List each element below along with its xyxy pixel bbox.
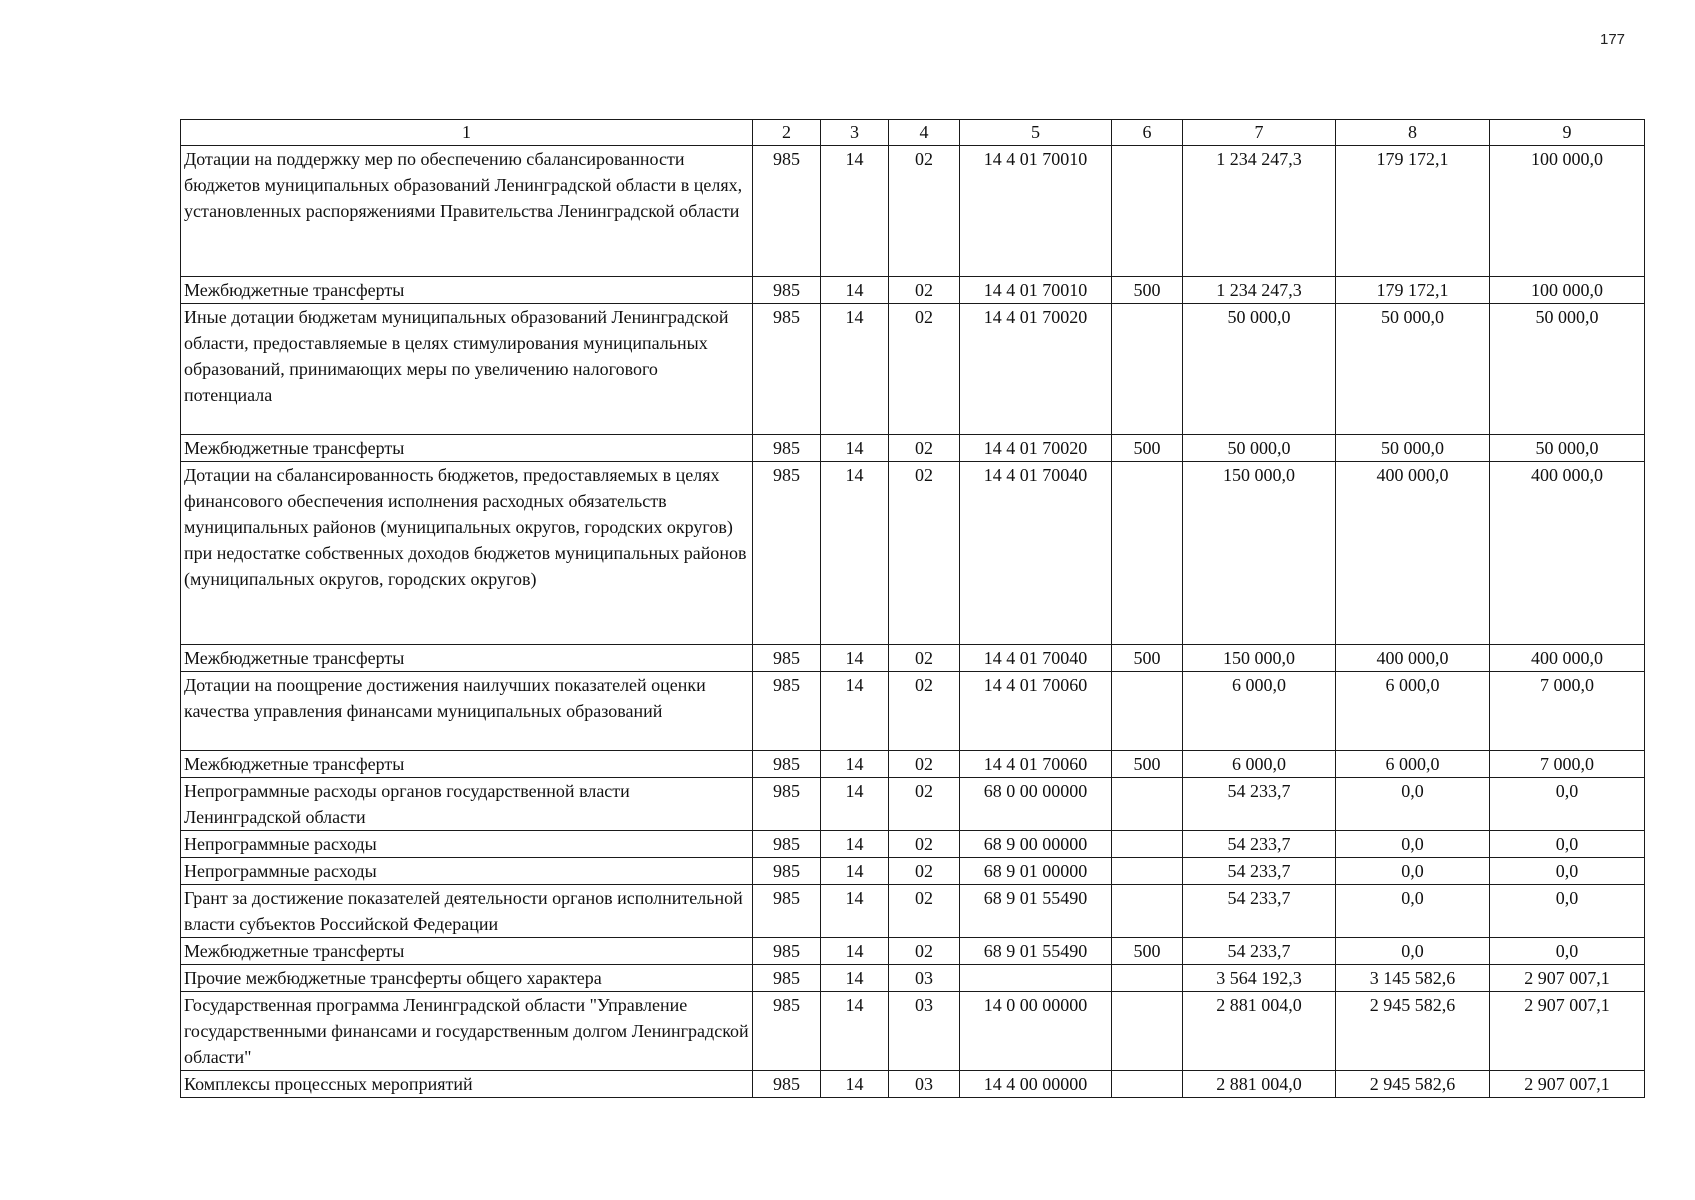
expense-type-cell: [1112, 858, 1183, 885]
section-cell: 14: [821, 885, 889, 938]
amount-year2-cell: 0,0: [1336, 858, 1490, 885]
amount-year1-cell: 150 000,0: [1183, 645, 1336, 672]
table-row: [181, 672, 1645, 751]
row-name-cell: Комплексы процессных мероприятий: [181, 1071, 753, 1098]
expense-type-cell: [1112, 885, 1183, 938]
subsection-cell: 03: [889, 1071, 960, 1098]
admin-code-cell: 985: [753, 751, 821, 778]
target-article-cell: 68 9 01 55490: [960, 938, 1112, 965]
amount-year1-cell: 6 000,0: [1183, 751, 1336, 778]
section-cell: 14: [821, 858, 889, 885]
section-cell: 14: [821, 778, 889, 831]
target-article-cell: 14 4 01 70040: [960, 462, 1112, 645]
amount-year2-cell: 2 945 582,6: [1336, 992, 1490, 1071]
admin-code-cell: 985: [753, 938, 821, 965]
table-row: [181, 146, 1645, 277]
target-article-cell: 14 0 00 00000: [960, 992, 1112, 1071]
row-name-cell: Грант за достижение показателей деятельности органов исполнительной власти субъектов Российской Федерации: [181, 885, 753, 938]
target-article-cell: 14 4 01 70040: [960, 645, 1112, 672]
amount-year3-cell: 50 000,0: [1490, 304, 1645, 435]
target-article-cell: 14 4 01 70010: [960, 277, 1112, 304]
amount-year3-cell: 0,0: [1490, 778, 1645, 831]
amount-year2-cell: 179 172,1: [1336, 146, 1490, 277]
section-cell: 14: [821, 672, 889, 751]
admin-code-cell: 985: [753, 992, 821, 1071]
amount-year3-cell: 400 000,0: [1490, 462, 1645, 645]
row-name-cell: Государственная программа Ленинградской области "Управление государственными финансами и государственным долгом Ленинградской области": [181, 992, 753, 1071]
table-row: [181, 462, 1645, 645]
admin-code-cell: 985: [753, 277, 821, 304]
target-article-cell: 68 9 00 00000: [960, 831, 1112, 858]
amount-year3-cell: 100 000,0: [1490, 277, 1645, 304]
amount-year3-cell: 50 000,0: [1490, 435, 1645, 462]
column-header-7: 7: [1183, 120, 1336, 146]
table-row: [181, 938, 1645, 965]
amount-year2-cell: 400 000,0: [1336, 462, 1490, 645]
subsection-cell: 02: [889, 645, 960, 672]
expense-type-cell: 500: [1112, 435, 1183, 462]
amount-year3-cell: 100 000,0: [1490, 146, 1645, 277]
subsection-cell: 02: [889, 462, 960, 645]
amount-year2-cell: 6 000,0: [1336, 751, 1490, 778]
amount-year1-cell: 50 000,0: [1183, 304, 1336, 435]
subsection-cell: 02: [889, 435, 960, 462]
row-name-cell: Межбюджетные трансферты: [181, 435, 753, 462]
expense-type-cell: 500: [1112, 751, 1183, 778]
section-cell: 14: [821, 146, 889, 277]
amount-year2-cell: 400 000,0: [1336, 645, 1490, 672]
amount-year2-cell: 3 145 582,6: [1336, 965, 1490, 992]
amount-year1-cell: 50 000,0: [1183, 435, 1336, 462]
table-row: [181, 992, 1645, 1071]
amount-year3-cell: 7 000,0: [1490, 672, 1645, 751]
target-article-cell: 14 4 00 00000: [960, 1071, 1112, 1098]
row-name-cell: Прочие межбюджетные трансферты общего характера: [181, 965, 753, 992]
expense-type-cell: 500: [1112, 277, 1183, 304]
section-cell: 14: [821, 277, 889, 304]
admin-code-cell: 985: [753, 645, 821, 672]
amount-year1-cell: 54 233,7: [1183, 885, 1336, 938]
column-header-2: 2: [753, 120, 821, 146]
table-row: [181, 858, 1645, 885]
table-row: [181, 831, 1645, 858]
section-cell: 14: [821, 992, 889, 1071]
row-name-cell: Иные дотации бюджетам муниципальных образований Ленинградской области, предоставляемые в целях стимулирования муниципальных образований, принимающих меры по увеличению налогового потенциала: [181, 304, 753, 435]
amount-year1-cell: 150 000,0: [1183, 462, 1336, 645]
amount-year1-cell: 1 234 247,3: [1183, 277, 1336, 304]
admin-code-cell: 985: [753, 831, 821, 858]
table-row: [181, 645, 1645, 672]
section-cell: 14: [821, 938, 889, 965]
amount-year2-cell: 2 945 582,6: [1336, 1071, 1490, 1098]
admin-code-cell: 985: [753, 304, 821, 435]
table-row: [181, 751, 1645, 778]
amount-year2-cell: 179 172,1: [1336, 277, 1490, 304]
table-row: [181, 435, 1645, 462]
amount-year2-cell: 0,0: [1336, 778, 1490, 831]
amount-year1-cell: 3 564 192,3: [1183, 965, 1336, 992]
row-name-cell: Непрограммные расходы органов государственной власти Ленинградской области: [181, 778, 753, 831]
amount-year1-cell: 2 881 004,0: [1183, 992, 1336, 1071]
column-header-4: 4: [889, 120, 960, 146]
amount-year3-cell: 2 907 007,1: [1490, 1071, 1645, 1098]
table-body: [181, 146, 1645, 1098]
expense-type-cell: [1112, 831, 1183, 858]
table-row: [181, 277, 1645, 304]
table-header-row: [181, 120, 1645, 146]
subsection-cell: 02: [889, 831, 960, 858]
amount-year2-cell: 0,0: [1336, 885, 1490, 938]
admin-code-cell: 985: [753, 435, 821, 462]
amount-year1-cell: 2 881 004,0: [1183, 1071, 1336, 1098]
target-article-cell: 14 4 01 70020: [960, 435, 1112, 462]
row-name-cell: Межбюджетные трансферты: [181, 751, 753, 778]
amount-year2-cell: 0,0: [1336, 831, 1490, 858]
admin-code-cell: 985: [753, 778, 821, 831]
amount-year2-cell: 50 000,0: [1336, 304, 1490, 435]
amount-year1-cell: 6 000,0: [1183, 672, 1336, 751]
subsection-cell: 02: [889, 304, 960, 435]
subsection-cell: 03: [889, 965, 960, 992]
amount-year3-cell: 0,0: [1490, 831, 1645, 858]
section-cell: 14: [821, 304, 889, 435]
row-name-cell: Непрограммные расходы: [181, 858, 753, 885]
section-cell: 14: [821, 1071, 889, 1098]
amount-year3-cell: 0,0: [1490, 858, 1645, 885]
row-name-cell: Межбюджетные трансферты: [181, 277, 753, 304]
amount-year1-cell: 54 233,7: [1183, 938, 1336, 965]
section-cell: 14: [821, 965, 889, 992]
column-header-3: 3: [821, 120, 889, 146]
target-article-cell: 14 4 01 70010: [960, 146, 1112, 277]
subsection-cell: 03: [889, 992, 960, 1071]
amount-year1-cell: 1 234 247,3: [1183, 146, 1336, 277]
column-header-6: 6: [1112, 120, 1183, 146]
admin-code-cell: 985: [753, 462, 821, 645]
row-name-cell: Дотации на поощрение достижения наилучших показателей оценки качества управления финансами муниципальных образований: [181, 672, 753, 751]
expense-type-cell: [1112, 778, 1183, 831]
target-article-cell: 14 4 01 70060: [960, 672, 1112, 751]
subsection-cell: 02: [889, 778, 960, 831]
amount-year3-cell: 2 907 007,1: [1490, 992, 1645, 1071]
amount-year3-cell: 0,0: [1490, 938, 1645, 965]
column-header-8: 8: [1336, 120, 1490, 146]
expense-type-cell: [1112, 146, 1183, 277]
table-row: [181, 885, 1645, 938]
subsection-cell: 02: [889, 672, 960, 751]
expense-type-cell: [1112, 992, 1183, 1071]
admin-code-cell: 985: [753, 146, 821, 277]
expense-type-cell: 500: [1112, 645, 1183, 672]
amount-year2-cell: 0,0: [1336, 938, 1490, 965]
target-article-cell: 14 4 01 70060: [960, 751, 1112, 778]
target-article-cell: 14 4 01 70020: [960, 304, 1112, 435]
expense-type-cell: [1112, 304, 1183, 435]
subsection-cell: 02: [889, 938, 960, 965]
admin-code-cell: 985: [753, 672, 821, 751]
target-article-cell: 68 0 00 00000: [960, 778, 1112, 831]
subsection-cell: 02: [889, 885, 960, 938]
section-cell: 14: [821, 435, 889, 462]
table-row: [181, 965, 1645, 992]
admin-code-cell: 985: [753, 885, 821, 938]
section-cell: 14: [821, 751, 889, 778]
budget-table: [180, 119, 1645, 1098]
row-name-cell: Межбюджетные трансферты: [181, 938, 753, 965]
amount-year1-cell: 54 233,7: [1183, 778, 1336, 831]
subsection-cell: 02: [889, 146, 960, 277]
row-name-cell: Межбюджетные трансферты: [181, 645, 753, 672]
admin-code-cell: 985: [753, 1071, 821, 1098]
target-article-cell: 68 9 01 00000: [960, 858, 1112, 885]
amount-year2-cell: 6 000,0: [1336, 672, 1490, 751]
column-header-5: 5: [960, 120, 1112, 146]
admin-code-cell: 985: [753, 965, 821, 992]
table-row: [181, 304, 1645, 435]
subsection-cell: 02: [889, 277, 960, 304]
expense-type-cell: 500: [1112, 938, 1183, 965]
amount-year3-cell: 0,0: [1490, 885, 1645, 938]
amount-year3-cell: 2 907 007,1: [1490, 965, 1645, 992]
expense-type-cell: [1112, 965, 1183, 992]
amount-year1-cell: 54 233,7: [1183, 831, 1336, 858]
subsection-cell: 02: [889, 858, 960, 885]
target-article-cell: 68 9 01 55490: [960, 885, 1112, 938]
section-cell: 14: [821, 462, 889, 645]
amount-year1-cell: 54 233,7: [1183, 858, 1336, 885]
page-number: 177: [1600, 31, 1626, 48]
amount-year3-cell: 400 000,0: [1490, 645, 1645, 672]
section-cell: 14: [821, 645, 889, 672]
table-row: [181, 1071, 1645, 1098]
amount-year2-cell: 50 000,0: [1336, 435, 1490, 462]
section-cell: 14: [821, 831, 889, 858]
row-name-cell: Дотации на сбалансированность бюджетов, предоставляемых в целях финансового обеспечения исполнения расходных обязательств муниципальных районов (муниципальных округов, городских округов) при недостатке собственных доходов бюджетов муниципальных районов (муниципальных округов, городских округов): [181, 462, 753, 645]
expense-type-cell: [1112, 462, 1183, 645]
admin-code-cell: 985: [753, 858, 821, 885]
subsection-cell: 02: [889, 751, 960, 778]
column-header-1: 1: [181, 120, 753, 146]
row-name-cell: Дотации на поддержку мер по обеспечению сбалансированности бюджетов муниципальных образований Ленинградской области в целях, установленных распоряжениями Правительства Ленинградской области: [181, 146, 753, 277]
row-name-cell: Непрограммные расходы: [181, 831, 753, 858]
table-row: [181, 778, 1645, 831]
expense-type-cell: [1112, 672, 1183, 751]
column-header-9: 9: [1490, 120, 1645, 146]
expense-type-cell: [1112, 1071, 1183, 1098]
target-article-cell: [960, 965, 1112, 992]
amount-year3-cell: 7 000,0: [1490, 751, 1645, 778]
